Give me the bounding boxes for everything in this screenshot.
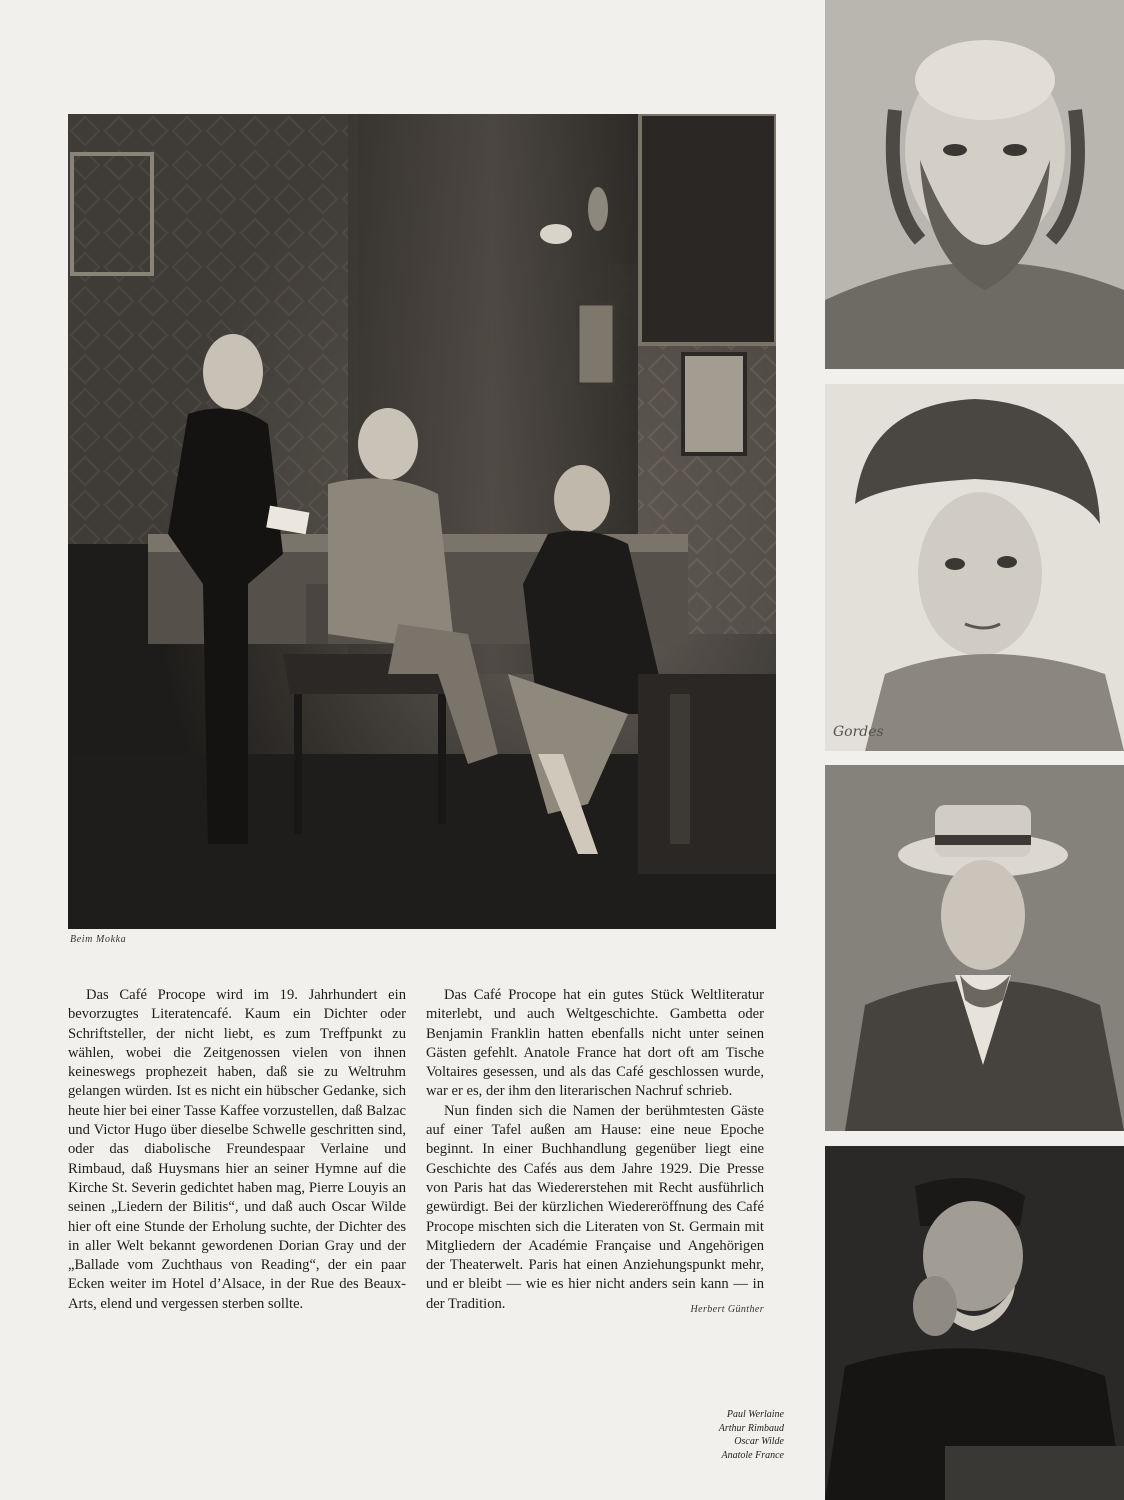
cafe-photo: [68, 114, 776, 929]
cafe-photo-image: [68, 114, 776, 929]
portrait-image: [825, 0, 1124, 369]
caption-line: Paul Werlaine: [726, 1409, 784, 1420]
article-column-left: [68, 986, 406, 1314]
main-photo-caption: Beim Mokka: [70, 934, 127, 945]
paragraph: [426, 1102, 764, 1314]
portrait-image: [825, 384, 1124, 751]
portrait-image: [825, 765, 1124, 1131]
paragraph: Das Café Procope wird im 19. Jahrhundert ein bevorzugtes Literatencafé. Kaum ein Dichter oder Schriftsteller, der nicht liebt, es zum Treffpunkt zu wählen, wobei die Zeitgenossen vielen von ihnen keineswegs prophezeit haben, daß sie zu Weltruhm gelangen würden. Ist es nicht ein hübscher Gedanke, sich heute hier bei einer Tasse Kaffee vorzustellen, daß Balzac und Victor Hugo über dieselbe Schwelle geschritten sind, oder das diabolische Freundespaar Verlaine und Rimbaud, daß Huysmans hier an seiner Hymne auf die Kirche St. Severin gedichtet haben mag, Pierre Louyis an seinen „Liedern der Bilitis“, und daß auch Oscar Wilde hier oft eine Stunde der Erholung suchte, der Dichter des in aller Welt bekannt gewordenen Dorian Gray und der „Ballade vom Zuchthaus von Reading“, der ein paar Ecken weiter im Hotel d’Alsace, in der Rue des Beaux-Arts, elend und vergessen sterben sollte.: [68, 987, 406, 1312]
paragraph-text: Nun finden sich die Namen der berühmtesten Gäste auf einer Tafel außen am Hause: eine neue Epoche beginnt. In einer Buchhandlung gegenüber liegt eine Geschichte des Cafés aus dem Jahre 1929. Die Presse von Paris hat das Wiedererstehen mit Recht ausführlich gewürdigt. Bei der kürzlichen Wiedereröffnung des Café Procope mischten sich die Literaten von St. Germain mit Mitgliedern der Académie Française und Angehörigen der Theaterwelt. Paris hat einen Anziehungspunkt mehr, und er bleibt — wie es hier nicht anders sein kann — in der Tradition.: [426, 1102, 764, 1312]
portrait-paul-verlaine: [825, 0, 1124, 369]
article-author: Herbert Günther: [690, 1303, 764, 1315]
caption-line: Anatole France: [721, 1449, 784, 1461]
portrait-signature: Gordes: [833, 724, 884, 740]
portrait-arthur-rimbaud: [825, 384, 1124, 751]
caption-line: Arthur Rimbaud: [718, 1422, 784, 1434]
article-column-right: [426, 986, 764, 1319]
portrait-image: [825, 1146, 1124, 1500]
paragraph: Das Café Procope hat ein gutes Stück Weltliteratur miterlebt, und auch Weltgeschichte. Gambetta oder Benjamin Franklin hatten ebenfalls nicht unter seinen Gästen gefehlt. Anatole France hat dort oft am Tische Voltaires gesessen, und als das Café geschlossen wurde, war er es, der ihm den literarischen Nachruf schrieb.: [426, 987, 764, 1100]
portrait-oscar-wilde: [825, 765, 1124, 1131]
portraits-caption: [640, 1408, 784, 1462]
portrait-anatole-france: [825, 1146, 1124, 1500]
caption-line: Oscar Wilde: [734, 1436, 784, 1447]
